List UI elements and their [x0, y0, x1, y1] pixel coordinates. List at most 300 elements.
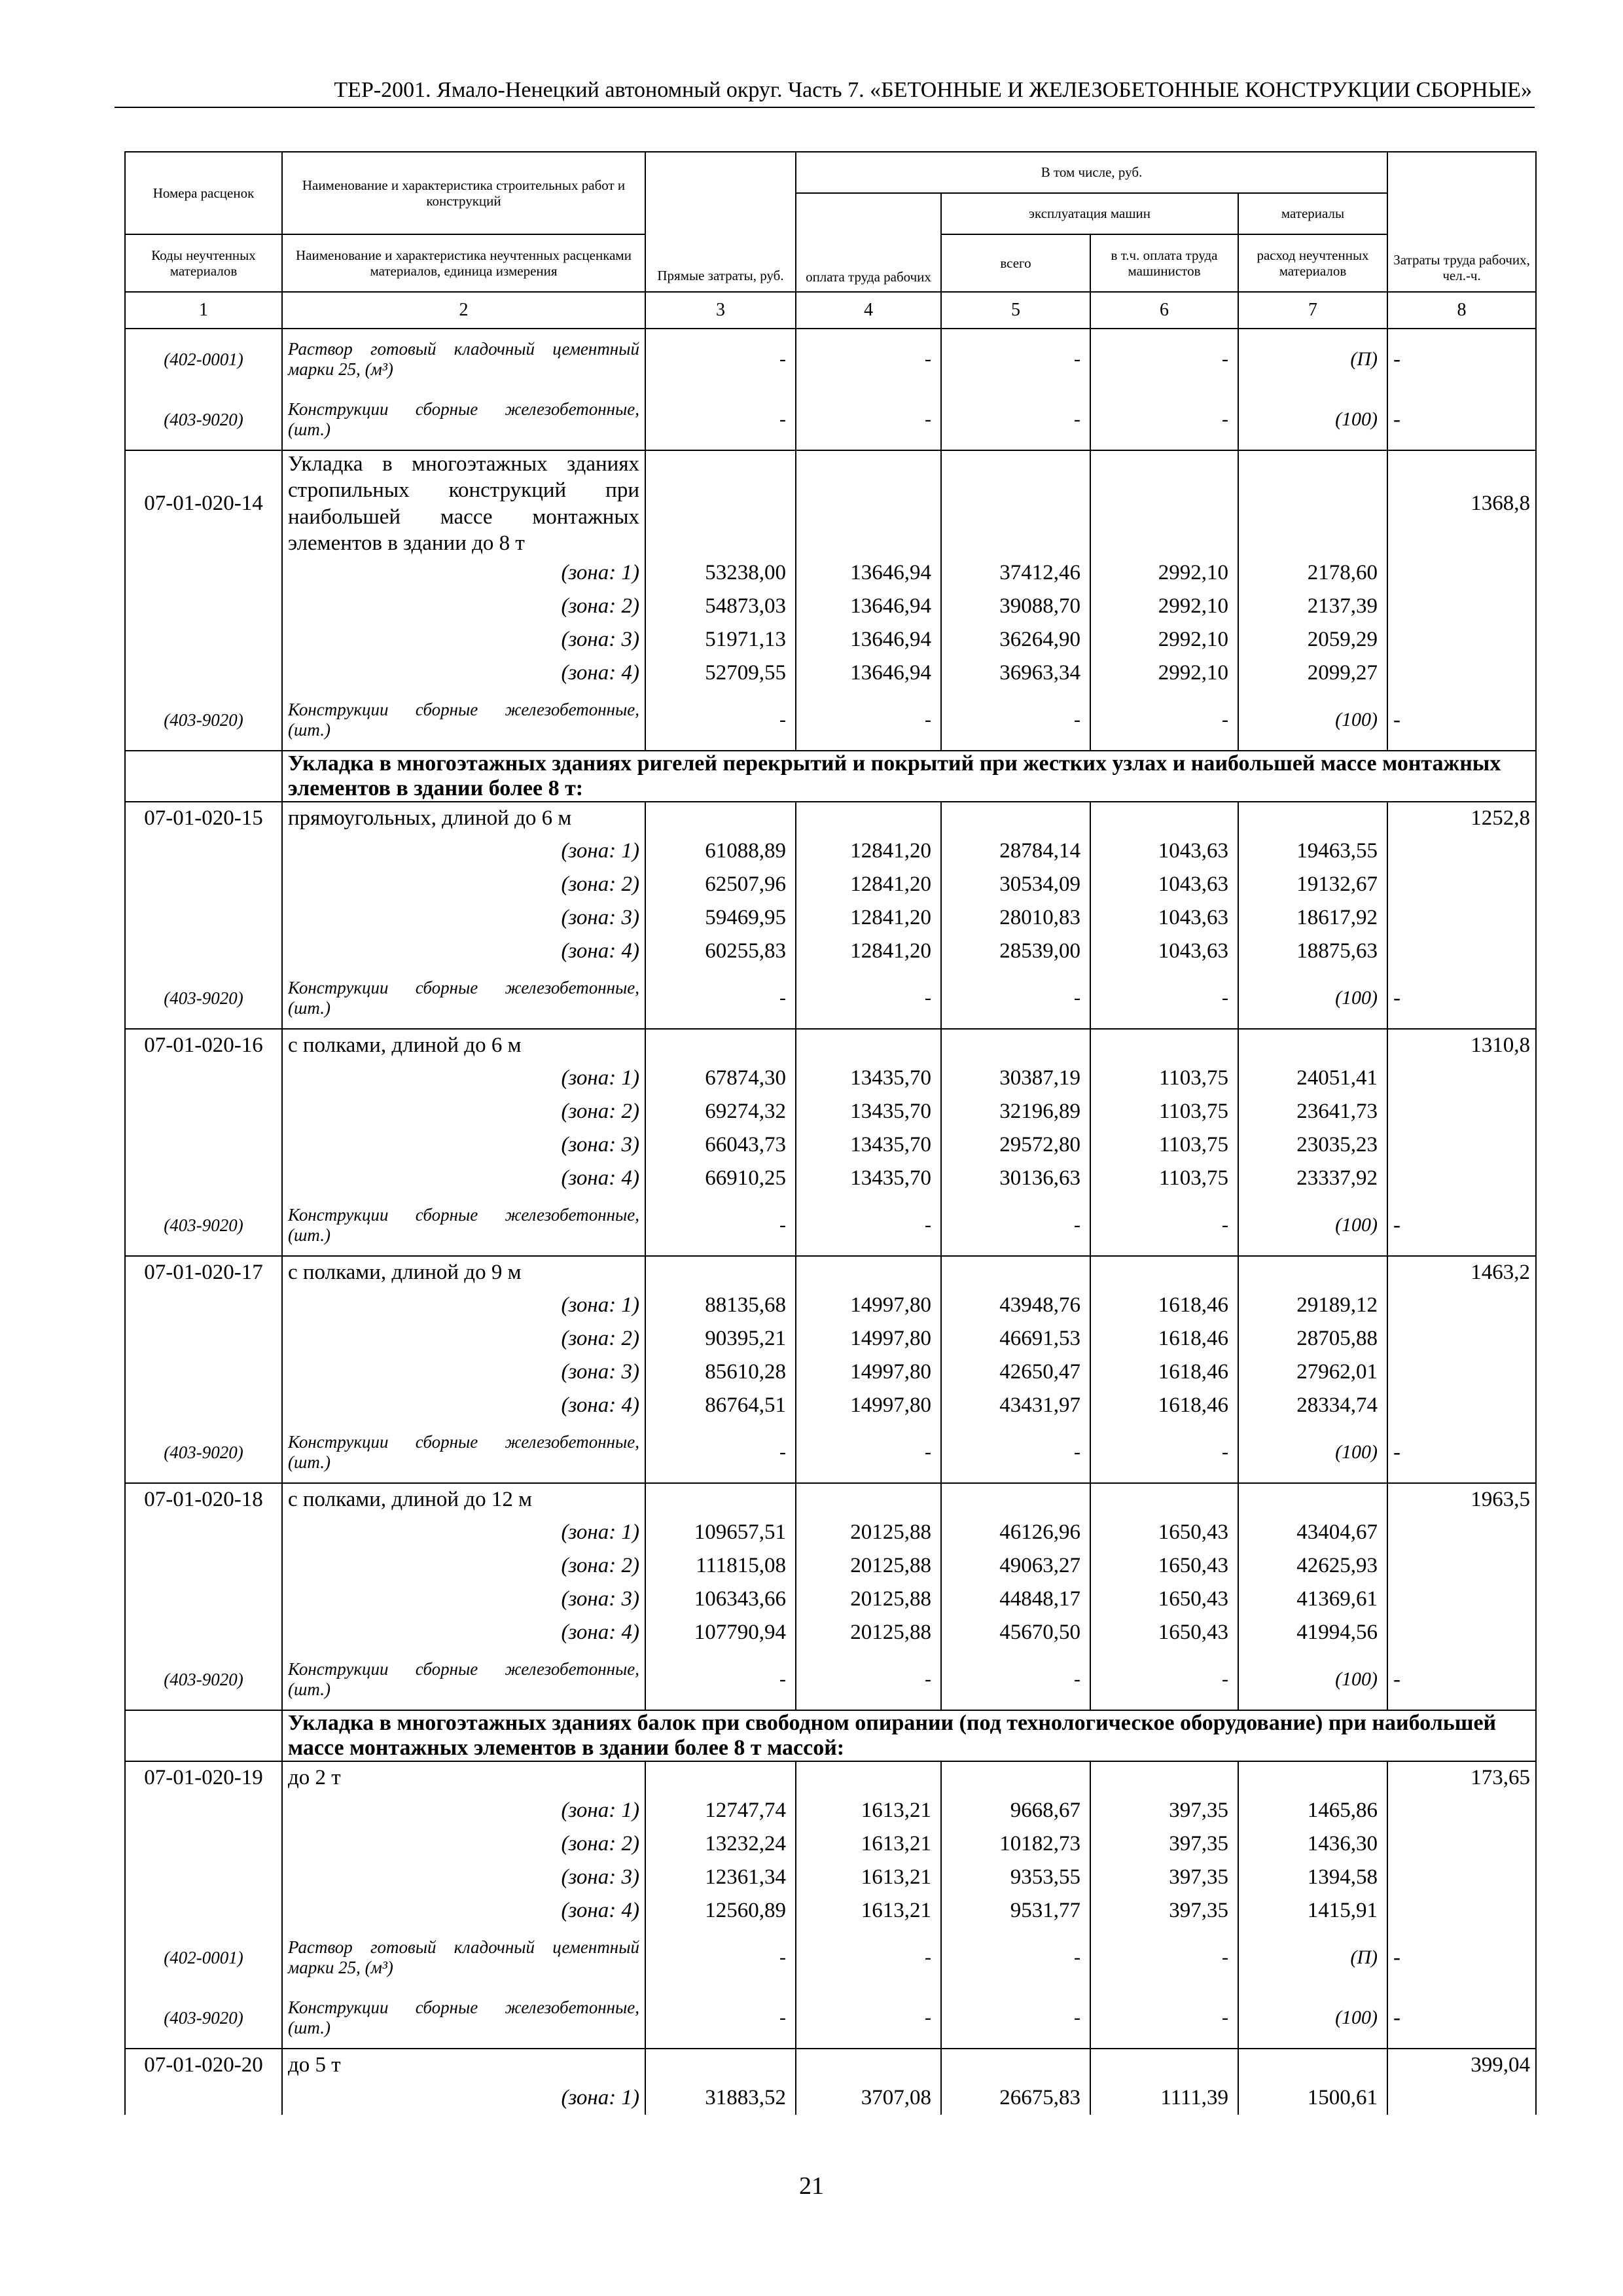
labor-pay-value: 13646,94 — [796, 656, 941, 690]
zone-label: (зона: 1) — [282, 1516, 645, 1549]
empty-cell — [645, 1483, 796, 1516]
zone-label: (зона: 2) — [282, 1095, 645, 1128]
empty-cell — [125, 751, 282, 802]
empty-cell — [1387, 1616, 1536, 1649]
zone-label: (зона: 4) — [282, 1616, 645, 1649]
zone-label: (зона: 4) — [282, 1162, 645, 1195]
labor-hours-value: - — [1387, 329, 1536, 389]
empty-cell — [125, 2081, 282, 2115]
incl-header: В том числе, руб. — [796, 152, 1387, 193]
machines-total-value: - — [941, 968, 1090, 1029]
labor-hours-value: 1368,8 — [1387, 450, 1536, 556]
zone-row — [125, 1128, 1536, 1162]
empty-cell — [1387, 656, 1536, 690]
machinist-pay-value: 1043,63 — [1090, 935, 1238, 968]
empty-cell — [125, 935, 282, 968]
machinist-pay-value: 397,35 — [1090, 1894, 1238, 1928]
material-name: Конструкции сборные железобетонные, (шт.) — [282, 1988, 645, 2049]
empty-cell — [1090, 1761, 1238, 1794]
direct-cost-value: 90395,21 — [645, 1322, 796, 1355]
empty-cell — [1387, 1095, 1536, 1128]
machines-total-value: 46126,96 — [941, 1516, 1090, 1549]
zone-label: (зона: 3) — [282, 1355, 645, 1389]
direct-cost-value: - — [645, 968, 796, 1029]
header-title: ТЕР-2001. Ямало-Ненецкий автономный округ. Часть 7. «БЕТОННЫЕ И ЖЕЛЕЗОБЕТОННЫЕ КОНСТРУКЦИИ СБОРНЫЕ» — [334, 78, 1532, 102]
machines-total-value: 37412,46 — [941, 556, 1090, 590]
section-heading-row — [125, 751, 1536, 802]
labor-hours-value: - — [1387, 1928, 1536, 1988]
col-number: 4 — [796, 292, 941, 329]
zone-row — [125, 1322, 1536, 1355]
empty-cell — [1090, 1256, 1238, 1289]
rate-name: с полками, длиной до 9 м — [282, 1256, 645, 1289]
zone-row — [125, 590, 1536, 623]
empty-cell — [125, 1289, 282, 1322]
direct-cost-value: 69274,32 — [645, 1095, 796, 1128]
direct-cost-value: 107790,94 — [645, 1616, 796, 1649]
material-consumption-value: (П) — [1238, 1928, 1387, 1988]
machinist-pay-value: - — [1090, 329, 1238, 389]
material-cost-value: 1465,86 — [1238, 1794, 1387, 1827]
direct-cost-value: - — [645, 1928, 796, 1988]
empty-cell — [1387, 1794, 1536, 1827]
labor-pay-value: 14997,80 — [796, 1322, 941, 1355]
zone-row — [125, 868, 1536, 901]
machinist-pay-value: 1650,43 — [1090, 1549, 1238, 1583]
material-cost-value: 28334,74 — [1238, 1389, 1387, 1422]
machines-total-value: 43948,76 — [941, 1289, 1090, 1322]
zone-label: (зона: 1) — [282, 1794, 645, 1827]
empty-cell — [125, 1616, 282, 1649]
direct-cost-value: 106343,66 — [645, 1583, 796, 1616]
zone-row — [125, 1162, 1536, 1195]
zone-label: (зона: 4) — [282, 935, 645, 968]
empty-cell — [125, 1062, 282, 1095]
material-name: Конструкции сборные железобетонные, (шт.) — [282, 968, 645, 1029]
machines-total-value: - — [941, 1988, 1090, 2049]
empty-cell — [125, 556, 282, 590]
machinist-pay-value: - — [1090, 1649, 1238, 1710]
material-row — [125, 968, 1536, 1029]
direct-cost-value: - — [645, 1195, 796, 1256]
machinist-pay-value: - — [1090, 1928, 1238, 1988]
material-name: Конструкции сборные железобетонные, (шт.) — [282, 1649, 645, 1710]
material-consumption-value: (100) — [1238, 690, 1387, 751]
machinist-pay-value: 1618,46 — [1090, 1355, 1238, 1389]
zone-row — [125, 1095, 1536, 1128]
material-cost-value: 42625,93 — [1238, 1549, 1387, 1583]
labor-pay-value: - — [796, 1195, 941, 1256]
page-number: 21 — [799, 2172, 824, 2200]
material-name: Раствор готовый кладочный цементный марки 25, (м³) — [282, 329, 645, 389]
zone-label: (зона: 4) — [282, 656, 645, 690]
direct-cost-value: - — [645, 1988, 796, 2049]
rate-name: прямоугольных, длиной до 6 м — [282, 802, 645, 834]
zone-label: (зона: 2) — [282, 590, 645, 623]
direct-cost-value: 12747,74 — [645, 1794, 796, 1827]
zone-label: (зона: 2) — [282, 1549, 645, 1583]
empty-cell — [1387, 1062, 1536, 1095]
labor-pay-value: - — [796, 968, 941, 1029]
machinist-pay-value: 2992,10 — [1090, 556, 1238, 590]
direct-cost-value: - — [645, 389, 796, 450]
machines-total-value: - — [941, 1649, 1090, 1710]
rate-row — [125, 2049, 1536, 2081]
labor-pay-value: 1613,21 — [796, 1861, 941, 1894]
material-consumption-value: (100) — [1238, 1649, 1387, 1710]
material-cost-value: 19132,67 — [1238, 868, 1387, 901]
machinist-pay-value: 1043,63 — [1090, 834, 1238, 868]
zone-row — [125, 834, 1536, 868]
machines-total-value: 9353,55 — [941, 1861, 1090, 1894]
direct-cost-value: 31883,52 — [645, 2081, 796, 2115]
empty-cell — [645, 1761, 796, 1794]
empty-cell — [1387, 1289, 1536, 1322]
material-code: (403-9020) — [125, 1649, 282, 1710]
labor-hours-value: - — [1387, 389, 1536, 450]
labor-hours-value: 1310,8 — [1387, 1029, 1536, 1062]
material-code: (402-0001) — [125, 329, 282, 389]
machines-total-value: 10182,73 — [941, 1827, 1090, 1861]
machines-total-value: - — [941, 690, 1090, 751]
machinist-pay-value: - — [1090, 1422, 1238, 1483]
machinist-pay-value: 1618,46 — [1090, 1389, 1238, 1422]
machinist-pay-value: 1618,46 — [1090, 1322, 1238, 1355]
table-header — [125, 152, 1536, 329]
direct-cost-value: 86764,51 — [645, 1389, 796, 1422]
machinist-pay-value: 1043,63 — [1090, 901, 1238, 935]
machines-total-value: 45670,50 — [941, 1616, 1090, 1649]
zone-row — [125, 1062, 1536, 1095]
empty-cell — [1238, 1256, 1387, 1289]
empty-cell — [1387, 1162, 1536, 1195]
material-cost-value: 28705,88 — [1238, 1322, 1387, 1355]
material-cost-value: 23337,92 — [1238, 1162, 1387, 1195]
zone-label: (зона: 3) — [282, 1583, 645, 1616]
machines-total-value: 9668,67 — [941, 1794, 1090, 1827]
rate-name: с полками, длиной до 12 м — [282, 1483, 645, 1516]
labor-pay-value: - — [796, 389, 941, 450]
material-row — [125, 329, 1536, 389]
col3-header: Прямые затраты, руб. — [645, 152, 796, 292]
material-cost-value: 18617,92 — [1238, 901, 1387, 935]
zone-label: (зона: 1) — [282, 834, 645, 868]
labor-pay-value: - — [796, 1988, 941, 2049]
empty-cell — [645, 450, 796, 556]
empty-cell — [1387, 1128, 1536, 1162]
material-cost-value: 19463,55 — [1238, 834, 1387, 868]
empty-cell — [645, 802, 796, 834]
machinist-pay-value: 1103,75 — [1090, 1095, 1238, 1128]
machinist-pay-value: 1111,39 — [1090, 2081, 1238, 2115]
running-header — [115, 74, 1535, 108]
machines-total-value: 46691,53 — [941, 1322, 1090, 1355]
material-name: Конструкции сборные железобетонные, (шт.) — [282, 1422, 645, 1483]
empty-cell — [1090, 1483, 1238, 1516]
labor-pay-value: 12841,20 — [796, 901, 941, 935]
empty-cell — [125, 1549, 282, 1583]
empty-cell — [125, 1095, 282, 1128]
material-cost-value: 27962,01 — [1238, 1355, 1387, 1389]
zone-row — [125, 1794, 1536, 1827]
labor-pay-value: 1613,21 — [796, 1894, 941, 1928]
zone-label: (зона: 3) — [282, 901, 645, 935]
section-heading: Укладка в многоэтажных зданиях балок при свободном опирании (под технологическое оборудование) при наибольшей массе монтажных элементов в здании более 8 т массой: — [282, 1710, 1536, 1761]
empty-cell — [1090, 450, 1238, 556]
empty-cell — [125, 1894, 282, 1928]
zone-row — [125, 1861, 1536, 1894]
material-cost-value: 1436,30 — [1238, 1827, 1387, 1861]
empty-cell — [125, 1128, 282, 1162]
empty-cell — [1387, 1894, 1536, 1928]
zone-label: (зона: 4) — [282, 1389, 645, 1422]
zone-label: (зона: 2) — [282, 868, 645, 901]
empty-cell — [796, 1029, 941, 1062]
zone-label: (зона: 3) — [282, 1861, 645, 1894]
machinist-pay-value: 397,35 — [1090, 1861, 1238, 1894]
zone-row — [125, 1289, 1536, 1322]
machines-total-value: 26675,83 — [941, 2081, 1090, 2115]
direct-cost-value: - — [645, 690, 796, 751]
empty-cell — [125, 1710, 282, 1761]
rate-code: 07-01-020-15 — [125, 802, 282, 834]
machines-total-value: 30387,19 — [941, 1062, 1090, 1095]
machines-total-value: 49063,27 — [941, 1549, 1090, 1583]
zone-label: (зона: 3) — [282, 1128, 645, 1162]
labor-hours-value: - — [1387, 968, 1536, 1029]
labor-pay-value: 13646,94 — [796, 623, 941, 656]
empty-cell — [1387, 1322, 1536, 1355]
zone-row — [125, 1894, 1536, 1928]
labor-pay-value: 20125,88 — [796, 1549, 941, 1583]
col2-bottom-header: Наименование и характеристика неучтенных расценками материалов, единица измерения — [282, 234, 645, 292]
labor-pay-value: 12841,20 — [796, 935, 941, 968]
machinist-pay-value: 1103,75 — [1090, 1062, 1238, 1095]
direct-cost-value: 12361,34 — [645, 1861, 796, 1894]
labor-pay-value: 12841,20 — [796, 834, 941, 868]
labor-hours-value: - — [1387, 1195, 1536, 1256]
labor-pay-value: 14997,80 — [796, 1389, 941, 1422]
col1-top-header: Номера расценок — [125, 152, 282, 234]
machinist-pay-value: 397,35 — [1090, 1827, 1238, 1861]
direct-cost-value: - — [645, 329, 796, 389]
material-code: (402-0001) — [125, 1928, 282, 1988]
machines-total-value: - — [941, 1422, 1090, 1483]
direct-cost-value: 66043,73 — [645, 1128, 796, 1162]
material-code: (403-9020) — [125, 968, 282, 1029]
zone-row — [125, 1616, 1536, 1649]
zone-row — [125, 623, 1536, 656]
labor-hours-value: 1463,2 — [1387, 1256, 1536, 1289]
material-name: Конструкции сборные железобетонные, (шт.) — [282, 690, 645, 751]
direct-cost-value: - — [645, 1649, 796, 1710]
direct-cost-value: 12560,89 — [645, 1894, 796, 1928]
empty-cell — [1238, 1761, 1387, 1794]
labor-hours-value: 173,65 — [1387, 1761, 1536, 1794]
machinist-pay-value: - — [1090, 690, 1238, 751]
labor-hours-value: - — [1387, 1988, 1536, 2049]
rate-name: с полками, длиной до 6 м — [282, 1029, 645, 1062]
zone-row — [125, 656, 1536, 690]
zone-row — [125, 901, 1536, 935]
machinist-pay-value: 1650,43 — [1090, 1583, 1238, 1616]
col-number: 8 — [1387, 292, 1536, 329]
empty-cell — [125, 590, 282, 623]
zone-row — [125, 1583, 1536, 1616]
material-code: (403-9020) — [125, 690, 282, 751]
labor-hours-value: - — [1387, 1422, 1536, 1483]
zone-row — [125, 1827, 1536, 1861]
empty-cell — [125, 623, 282, 656]
col5-header: всего — [941, 234, 1090, 292]
col-number: 7 — [1238, 292, 1387, 329]
material-name: Раствор готовый кладочный цементный марки 25, (м³) — [282, 1928, 645, 1988]
machines-total-value: 28539,00 — [941, 935, 1090, 968]
machines-header: эксплуатация машин — [941, 193, 1238, 234]
machinist-pay-value: 2992,10 — [1090, 590, 1238, 623]
empty-cell — [1387, 1583, 1536, 1616]
col4-header: оплата труда рабочих — [796, 193, 941, 292]
zone-label: (зона: 2) — [282, 1827, 645, 1861]
material-cost-value: 23035,23 — [1238, 1128, 1387, 1162]
empty-cell — [941, 1483, 1090, 1516]
material-cost-value: 1500,61 — [1238, 2081, 1387, 2115]
empty-cell — [1238, 2049, 1387, 2081]
material-row — [125, 690, 1536, 751]
empty-cell — [1090, 802, 1238, 834]
material-name: Конструкции сборные железобетонные, (шт.) — [282, 389, 645, 450]
material-row — [125, 389, 1536, 450]
machinist-pay-value: 1043,63 — [1090, 868, 1238, 901]
empty-cell — [1387, 1516, 1536, 1549]
empty-cell — [645, 1256, 796, 1289]
empty-cell — [125, 834, 282, 868]
empty-cell — [125, 901, 282, 935]
labor-hours-value: 1252,8 — [1387, 802, 1536, 834]
empty-cell — [941, 1761, 1090, 1794]
material-cost-value: 2059,29 — [1238, 623, 1387, 656]
empty-cell — [125, 1794, 282, 1827]
direct-cost-value: 52709,55 — [645, 656, 796, 690]
material-name: Конструкции сборные железобетонные, (шт.) — [282, 1195, 645, 1256]
machinist-pay-value: 1650,43 — [1090, 1516, 1238, 1549]
rate-code: 07-01-020-20 — [125, 2049, 282, 2081]
col-number: 5 — [941, 292, 1090, 329]
material-code: (403-9020) — [125, 1422, 282, 1483]
material-code: (403-9020) — [125, 1195, 282, 1256]
labor-pay-value: - — [796, 329, 941, 389]
machines-total-value: - — [941, 1928, 1090, 1988]
machines-total-value: 32196,89 — [941, 1095, 1090, 1128]
material-consumption-value: (100) — [1238, 1195, 1387, 1256]
material-consumption-value: (100) — [1238, 389, 1387, 450]
labor-pay-value: 13435,70 — [796, 1062, 941, 1095]
labor-pay-value: 13435,70 — [796, 1162, 941, 1195]
material-row — [125, 1649, 1536, 1710]
rate-code: 07-01-020-19 — [125, 1761, 282, 1794]
section-heading: Укладка в многоэтажных зданиях ригелей перекрытий и покрытий при жестких узлах и наибольшей массе монтажных элементов в здании более 8 т: — [282, 751, 1536, 802]
labor-pay-value: 14997,80 — [796, 1355, 941, 1389]
empty-cell — [1387, 1355, 1536, 1389]
machines-total-value: 29572,80 — [941, 1128, 1090, 1162]
material-cost-value: 23641,73 — [1238, 1095, 1387, 1128]
material-cost-value: 18875,63 — [1238, 935, 1387, 968]
material-cost-value: 2178,60 — [1238, 556, 1387, 590]
machinist-pay-value: 1103,75 — [1090, 1162, 1238, 1195]
col2-top-header: Наименование и характеристика строительных работ и конструкций — [282, 152, 645, 234]
direct-cost-value: 88135,68 — [645, 1289, 796, 1322]
zone-row — [125, 556, 1536, 590]
machinist-pay-value: 2992,10 — [1090, 656, 1238, 690]
empty-cell — [1238, 1029, 1387, 1062]
direct-cost-value: 85610,28 — [645, 1355, 796, 1389]
empty-cell — [1387, 590, 1536, 623]
col8-header: Затраты труда рабочих, чел.-ч. — [1387, 152, 1536, 292]
labor-pay-value: - — [796, 1422, 941, 1483]
machines-total-value: 28010,83 — [941, 901, 1090, 935]
machines-total-value: 44848,17 — [941, 1583, 1090, 1616]
machinist-pay-value: - — [1090, 1988, 1238, 2049]
zone-row — [125, 1389, 1536, 1422]
empty-cell — [125, 1861, 282, 1894]
empty-cell — [941, 802, 1090, 834]
material-row — [125, 1988, 1536, 2049]
machines-total-value: 42650,47 — [941, 1355, 1090, 1389]
table-body — [125, 329, 1536, 2115]
empty-cell — [645, 2049, 796, 2081]
column-numbers-row — [125, 292, 1536, 329]
empty-cell — [796, 450, 941, 556]
material-cost-value: 41369,61 — [1238, 1583, 1387, 1616]
labor-pay-value: 20125,88 — [796, 1583, 941, 1616]
material-code: (403-9020) — [125, 1988, 282, 2049]
machinist-pay-value: 1650,43 — [1090, 1616, 1238, 1649]
empty-cell — [1387, 623, 1536, 656]
zone-label: (зона: 1) — [282, 2081, 645, 2115]
empty-cell — [796, 1483, 941, 1516]
labor-hours-value: 399,04 — [1387, 2049, 1536, 2081]
empty-cell — [1387, 1549, 1536, 1583]
empty-cell — [125, 1355, 282, 1389]
material-cost-value: 2137,39 — [1238, 590, 1387, 623]
col-number: 3 — [645, 292, 796, 329]
machines-total-value: 36963,34 — [941, 656, 1090, 690]
material-cost-value: 1394,58 — [1238, 1861, 1387, 1894]
material-row — [125, 1195, 1536, 1256]
machinist-pay-value: - — [1090, 968, 1238, 1029]
empty-cell — [1387, 935, 1536, 968]
col1-bottom-header: Коды неучтенных материалов — [125, 234, 282, 292]
zone-row — [125, 2081, 1536, 2115]
empty-cell — [1387, 1827, 1536, 1861]
material-cost-value: 24051,41 — [1238, 1062, 1387, 1095]
labor-pay-value: - — [796, 1649, 941, 1710]
col7-header: расход неучтенных материалов — [1238, 234, 1387, 292]
col-number: 1 — [125, 292, 282, 329]
rate-name: до 5 т — [282, 2049, 645, 2081]
empty-cell — [941, 2049, 1090, 2081]
rate-code: 07-01-020-17 — [125, 1256, 282, 1289]
empty-cell — [796, 1761, 941, 1794]
rate-row — [125, 1256, 1536, 1289]
zone-row — [125, 1355, 1536, 1389]
empty-cell — [1238, 1483, 1387, 1516]
machines-total-value: 30534,09 — [941, 868, 1090, 901]
empty-cell — [941, 450, 1090, 556]
machines-total-value: 9531,77 — [941, 1894, 1090, 1928]
material-cost-value: 2099,27 — [1238, 656, 1387, 690]
rate-name: Укладка в многоэтажных зданиях стропильных конструкций при наибольшей массе монтажных элементов в здании до 8 т — [282, 450, 645, 556]
